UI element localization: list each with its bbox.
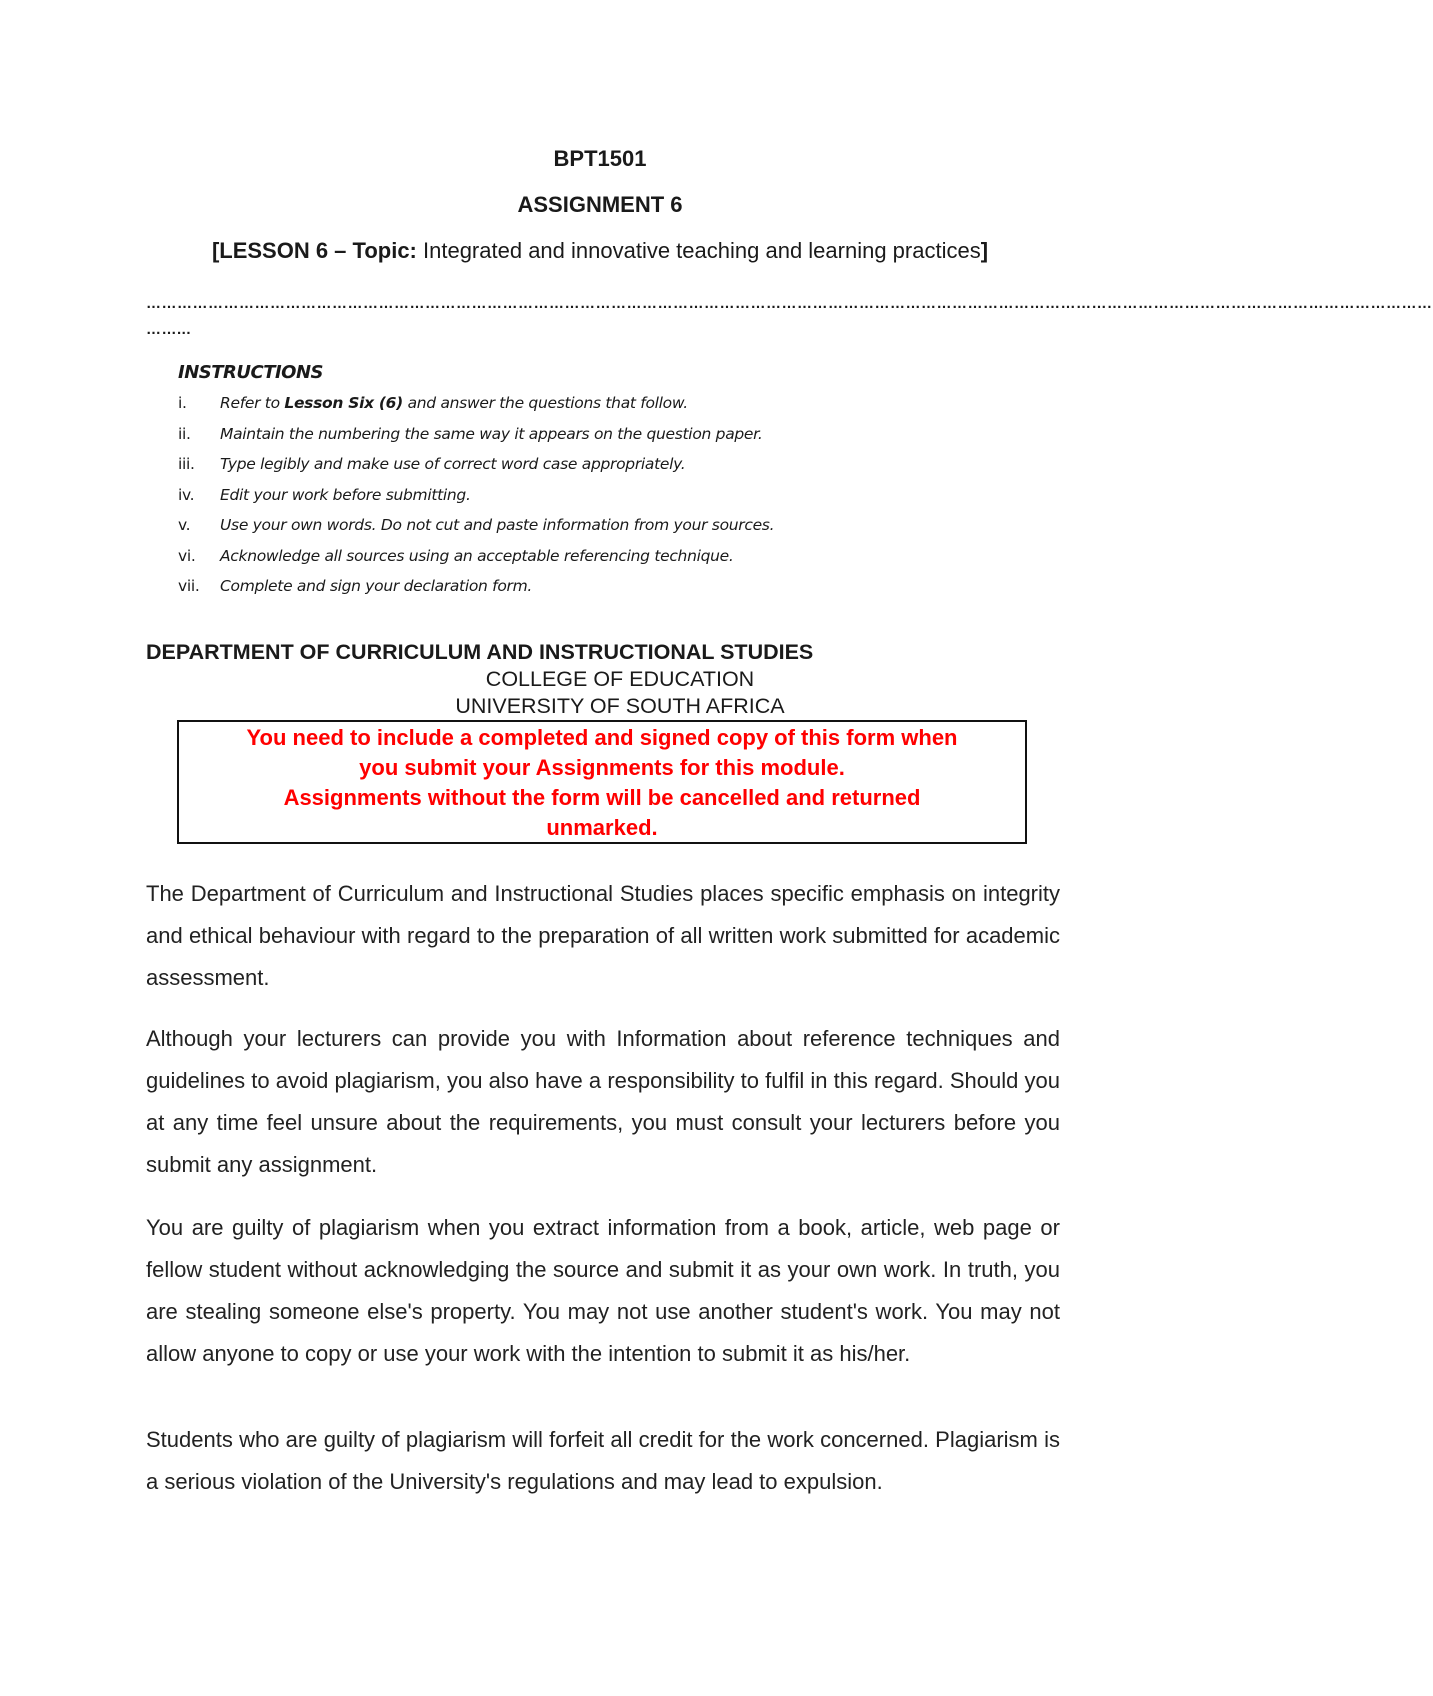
- paragraph-plagiarism-definition: You are guilty of plagiarism when you extract information from a book, article, web page or fellow student without acknowledging the source and submit it as your own work. In truth, you are stealing someone else's property. You may not use another student's work. You may not allow anyone to copy or use your work with the intention to submit it as his/her.: [146, 1215, 1060, 1366]
- declaration-notice-box: [177, 720, 1027, 844]
- instructions-title: INSTRUCTIONS: [178, 362, 323, 383]
- list-item-text: Acknowledge all sources using an acceptable referencing technique.: [220, 546, 734, 565]
- list-item-text: [220, 394, 688, 412]
- list-item-number: vii.: [178, 577, 200, 595]
- dotted-separator-continued: ……...: [146, 321, 192, 338]
- college-name: COLLEGE OF EDUCATION: [485, 667, 755, 691]
- list-item-number: vi.: [178, 546, 196, 565]
- paragraph-responsibility: Although your lecturers can provide you with Information about reference techniques and guidelines to avoid plagiarism, you also have a responsibility to fulfil in this regard. Should you at any time feel unsure about the requirements, you must consult your lecturers before you submit any assignment.: [146, 1026, 1060, 1177]
- list-item-number: iii.: [178, 455, 195, 473]
- notice-line: Assignments without the form will be cancelled and returned: [283, 785, 921, 810]
- dotted-separator: ……………………………………………………………………………………………………………………………………………………………………………………………………………………………: [146, 295, 1433, 312]
- paragraph-integrity: The Department of Curriculum and Instructional Studies places specific emphasis on integrity and ethical behaviour with regard to the preparation of all written work submitted for academic assessment.: [146, 881, 1060, 990]
- notice-line: You need to include a completed and signed copy of this form when: [246, 725, 958, 750]
- list-item-text: Type legibly and make use of correct word case appropriately.: [220, 455, 686, 473]
- university-name: UNIVERSITY OF SOUTH AFRICA: [455, 694, 785, 718]
- list-item-text: Maintain the numbering the same way it appears on the question paper.: [220, 424, 763, 443]
- list-item-text: Complete and sign your declaration form.: [220, 577, 532, 595]
- list-item-text: Edit your work before submitting.: [220, 485, 471, 504]
- list-item-text-bold: Lesson Six (6): [284, 394, 403, 412]
- lesson-close-bracket: ]: [980, 238, 989, 263]
- lesson-topic: Integrated and innovative teaching and learning practices: [416, 238, 981, 263]
- assignment-title: ASSIGNMENT 6: [517, 192, 683, 217]
- course-code: BPT1501: [553, 146, 647, 171]
- paragraph-plagiarism-consequences: Students who are guilty of plagiarism will forfeit all credit for the work concerned. Plagiarism is a serious violation of the University's regulations and may lead to expulsion.: [146, 1427, 1060, 1494]
- notice-line: you submit your Assignments for this module.: [359, 755, 845, 780]
- notice-line: unmarked.: [546, 815, 658, 840]
- list-item-number: iv.: [178, 485, 195, 504]
- list-item-number: v.: [178, 516, 191, 534]
- lesson-label: [LESSON 6 – Topic:: [211, 238, 417, 263]
- list-item-number: i.: [178, 394, 187, 412]
- list-item-text-post: and answer the questions that follow.: [402, 394, 688, 412]
- lesson-topic-line: [0, 238, 1200, 264]
- list-item-text-pre: Refer to: [220, 394, 285, 412]
- list-item-text: Use your own words. Do not cut and paste information from your sources.: [220, 516, 775, 534]
- list-item-number: ii.: [178, 424, 191, 443]
- department-name: DEPARTMENT OF CURRICULUM AND INSTRUCTIONAL STUDIES: [146, 640, 814, 664]
